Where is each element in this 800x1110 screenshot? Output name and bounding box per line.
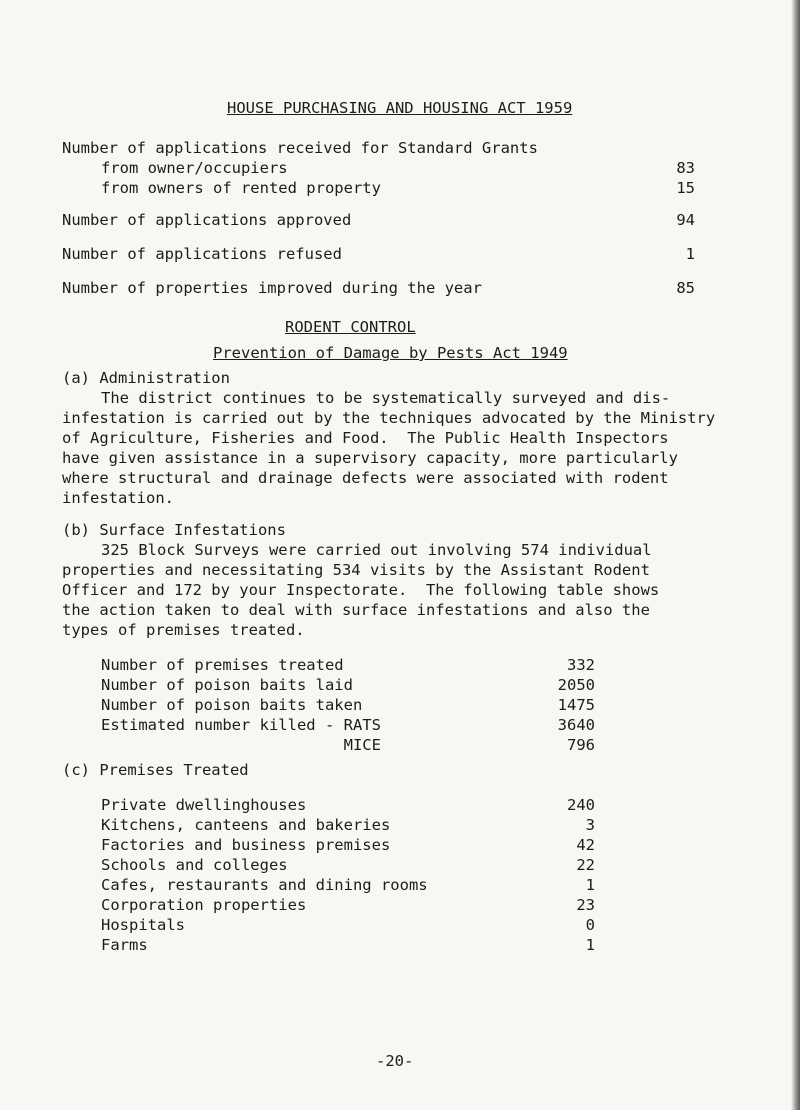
section-a-line: The district continues to be systematically surveyed and dis- (101, 389, 671, 407)
improved-value: 85 (676, 279, 695, 297)
table-row-label: Estimated number killed - RATS (101, 716, 381, 734)
rodent-title: RODENT CONTROL (285, 318, 416, 336)
refused-value: 1 (685, 245, 695, 263)
section-b-line: 325 Block Surveys were carried out involving 574 individual (101, 541, 652, 559)
table-row-value: 1 (585, 936, 595, 954)
table-row-label: Number of poison baits taken (101, 696, 363, 714)
table-row-label: Cafes, restaurants and dining rooms (101, 876, 428, 894)
approved-value: 94 (676, 211, 695, 229)
rodent-subtitle: Prevention of Damage by Pests Act 1949 (213, 344, 568, 362)
section-a-line: infestation. (62, 489, 174, 507)
section-a-heading: (a) Administration (62, 369, 230, 387)
section-b-line: Officer and 172 by your Inspectorate. The following table shows (62, 581, 660, 599)
table-row-value: 23 (576, 896, 595, 914)
table-row-value: 0 (585, 916, 595, 934)
improved-label: Number of properties improved during the year (62, 279, 482, 297)
table-row-label: Hospitals (101, 916, 185, 934)
table-row-label: MICE (101, 736, 381, 754)
table-row-label: Private dwellinghouses (101, 796, 307, 814)
section-b-heading: (b) Surface Infestations (62, 521, 286, 539)
rented-value: 15 (676, 179, 695, 197)
received-label: Number of applications received for Standard Grants (62, 139, 538, 157)
table-row-value: 240 (567, 796, 595, 814)
section-b-line: properties and necessitating 534 visits by the Assistant Rodent (62, 561, 650, 579)
table-row-value: 1475 (557, 696, 595, 714)
table-row-value: 796 (567, 736, 595, 754)
housing-title: HOUSE PURCHASING AND HOUSING ACT 1959 (227, 99, 573, 117)
refused-label: Number of applications refused (62, 245, 342, 263)
table-row-label: Corporation properties (101, 896, 307, 914)
page-edge-shadow (791, 0, 800, 1110)
table-row-label: Factories and business premises (101, 836, 391, 854)
section-a-line: have given assistance in a supervisory capacity, more particularly (62, 449, 678, 467)
table-row-value: 22 (576, 856, 595, 874)
table-row-value: 332 (567, 656, 595, 674)
table-row-label: Farms (101, 936, 148, 954)
table-row-label: Number of poison baits laid (101, 676, 353, 694)
table-row-value: 3 (585, 816, 595, 834)
approved-label: Number of applications approved (62, 211, 352, 229)
table-row-value: 3640 (557, 716, 595, 734)
table-row-label: Schools and colleges (101, 856, 288, 874)
section-b-line: the action taken to deal with surface infestations and also the (62, 601, 650, 619)
section-a-line: infestation is carried out by the techniques advocated by the Ministry (62, 409, 716, 427)
table-row-label: Number of premises treated (101, 656, 344, 674)
page-number: -20- (376, 1052, 414, 1070)
section-a-line: of Agriculture, Fisheries and Food. The Public Health Inspectors (62, 429, 669, 447)
table-row-value: 1 (585, 876, 595, 894)
section-b-line: types of premises treated. (62, 621, 305, 639)
rented-label: from owners of rented property (101, 179, 381, 197)
owner-label: from owner/occupiers (101, 159, 288, 177)
table-row-value: 42 (576, 836, 595, 854)
section-a-line: where structural and drainage defects were associated with rodent (62, 469, 669, 487)
owner-value: 83 (676, 159, 695, 177)
section-c-heading: (c) Premises Treated (62, 761, 249, 779)
table-row-value: 2050 (557, 676, 595, 694)
table-row-label: Kitchens, canteens and bakeries (101, 816, 391, 834)
